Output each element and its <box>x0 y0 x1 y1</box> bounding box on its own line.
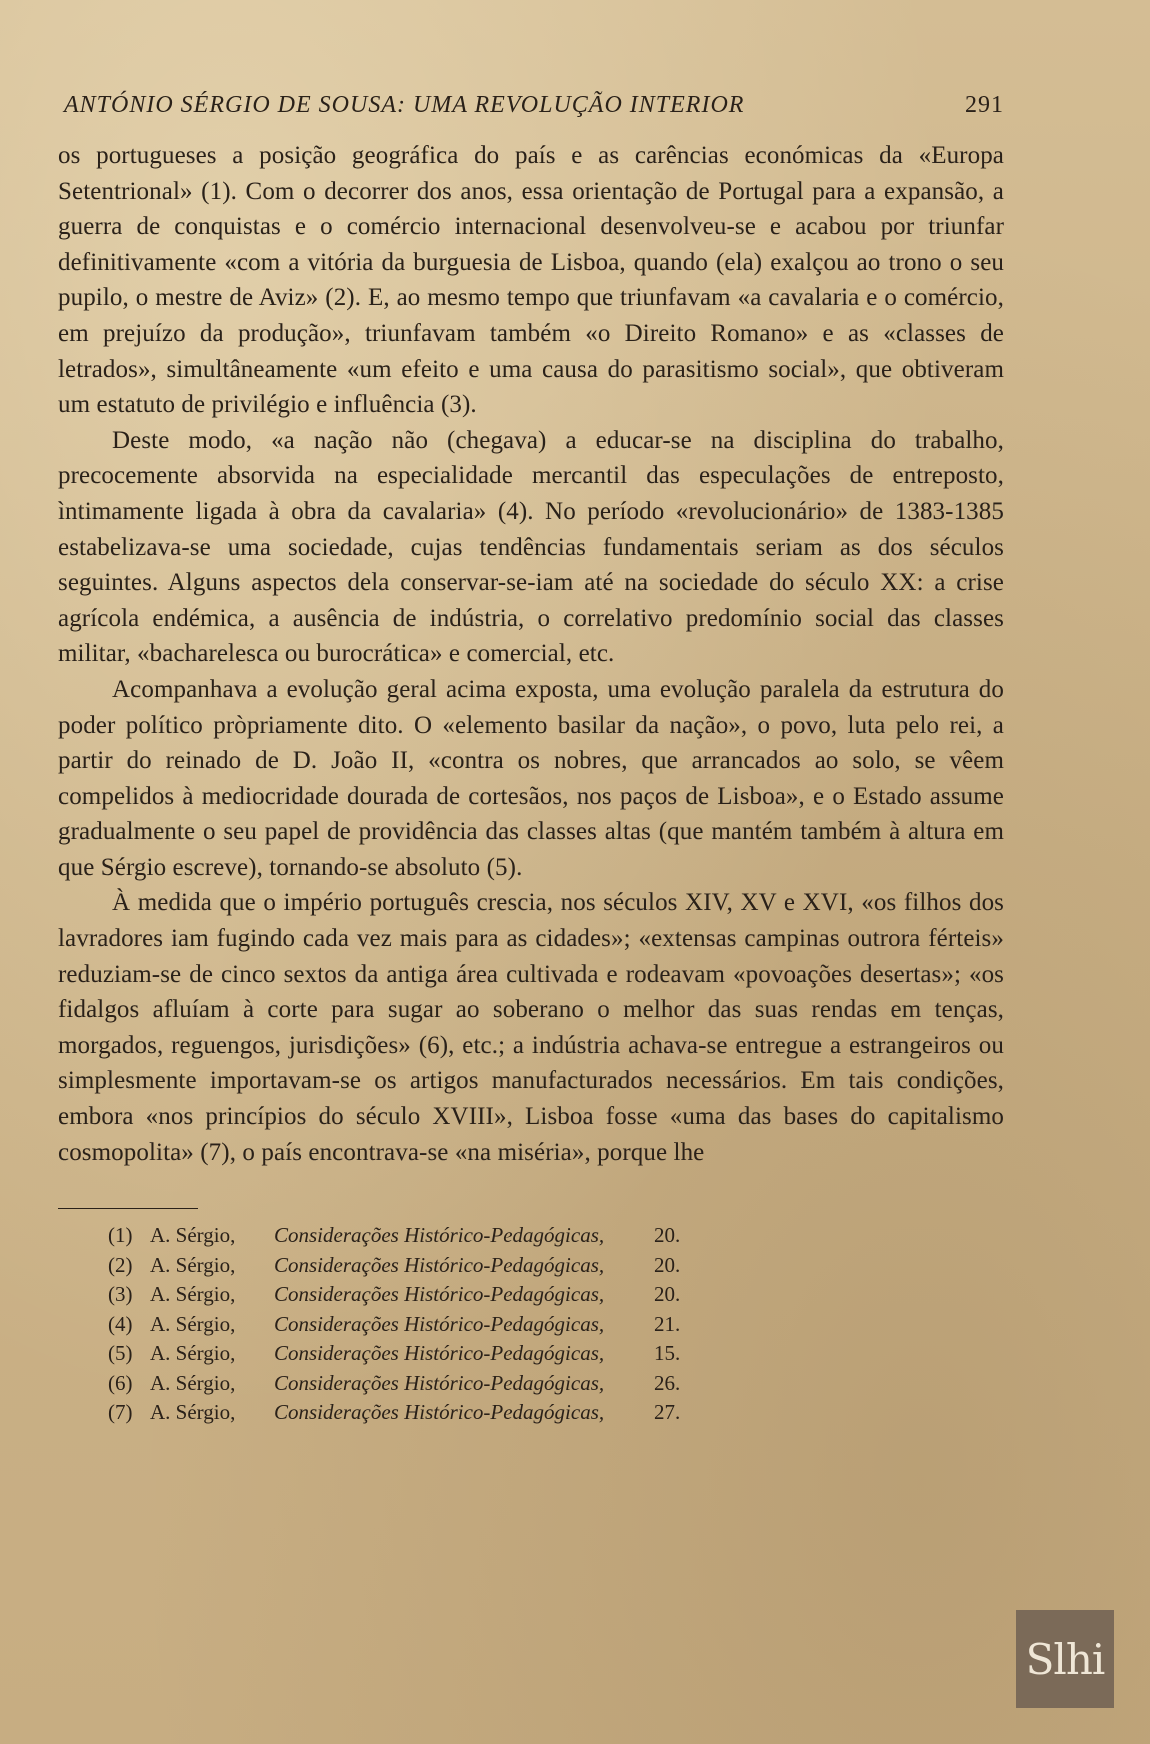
footnote <box>108 1310 1004 1340</box>
footnote-title: Considerações Histórico-Pedagógicas, <box>274 1341 605 1366</box>
footnote <box>108 1339 1004 1369</box>
footnote-title: Considerações Histórico-Pedagógicas, <box>274 1400 605 1425</box>
footnote-page: 27. <box>654 1400 681 1425</box>
footnote-divider <box>58 1208 198 1209</box>
footnote-page: 26. <box>654 1370 681 1395</box>
page-number: 291 <box>965 92 1004 118</box>
footnote-author: A. Sérgio, <box>150 1370 236 1395</box>
paragraph: os portugueses a posição geográfica do país e as carências económicas da «Europa Setentrional» (1). Com o decorrer dos anos, essa orientação de Portugal para a expansão, a guerra de conquistas e o comércio internacional desenvolveu-se e acabou por triunfar definitivamente «com a vitória da burguesia de Lisboa, quando (ela) exalçou ao trono o seu pupilo, o mestre de Aviz» (2). E, ao mesmo tempo que triunfavam «a cavalaria e o comércio, em prejuízo da produção», triunfavam também «o Direito Romano» e as «classes de letrados», simultâneamente «um efeito e uma causa do parasitismo social», que obtiveram um estatuto de privilégio e influência (3). <box>58 142 1004 419</box>
footnote <box>108 1369 1004 1399</box>
footnote-author: A. Sérgio, <box>150 1341 236 1366</box>
running-header <box>58 88 1004 128</box>
footnote-author: A. Sérgio, <box>150 1400 236 1425</box>
footnote-title: Considerações Histórico-Pedagógicas, <box>274 1311 605 1336</box>
footnote-title: Considerações Histórico-Pedagógicas, <box>274 1223 605 1248</box>
footnote-author: A. Sérgio, <box>150 1223 236 1248</box>
footnotes <box>58 1221 1004 1428</box>
footnote-author: A. Sérgio, <box>150 1282 236 1307</box>
footnote <box>108 1221 1004 1251</box>
footnote-number: (1) <box>108 1223 133 1248</box>
footnote-page: 20. <box>654 1252 681 1277</box>
footnote <box>108 1280 1004 1310</box>
paragraph: Deste modo, «a nação não (chegava) a educar-se na disciplina do trabalho, precocemente absorvida na especialidade mercantil das especulações de entreposto, ìntimamente ligada à obra da cavalaria» (4). No período «revolucionário» de 1383-1385 estabelizava-se uma sociedade, cujas tendências fundamentais seriam as dos séculos seguintes. Alguns aspectos dela conservar-se-iam até na sociedade do século XX: a crise agrícola endémica, a ausência de indústria, o correlativo predomínio social das classes militar, «bacharelesca ou burocrática» e comercial, etc. <box>58 426 1004 668</box>
footnote <box>108 1251 1004 1281</box>
footnote-number: (2) <box>108 1252 133 1277</box>
paragraph: Acompanhava a evolução geral acima exposta, uma evolução paralela da estrutura do poder político pròpriamente dito. O «elemento basilar da nação», o povo, luta pelo rei, a partir do reinado de D. João II, «contra os nobres, que arrancados ao solo, se vêem compelidos à mediocridade dourada de cortesãos, nos paços de Lisboa», e o Estado assume gradualmente o seu papel de providência das classes altas (que mantém também à altura em que Sérgio escreve), tornando-se absoluto (5). <box>58 675 1004 881</box>
body-text <box>58 138 1004 1170</box>
footnote-author: A. Sérgio, <box>150 1311 236 1336</box>
footnote-title: Considerações Histórico-Pedagógicas, <box>274 1282 605 1307</box>
footnote-page: 20. <box>654 1223 681 1248</box>
footnote-page: 20. <box>654 1282 681 1307</box>
footnote-number: (3) <box>108 1282 133 1307</box>
archive-logo: Slhi <box>1016 1610 1114 1708</box>
paragraph: À medida que o império português crescia, nos séculos XIV, XV e XVI, «os filhos dos lavradores iam fugindo cada vez mais para as cidades»; «extensas campinas outrora férteis» reduziam-se de cinco sextos da antiga área cultivada e rodeavam «povoações desertas»; «os fidalgos afluíam à corte para sugar ao soberano o melhor das suas rendas em tenças, morgados, reguengos, jurisdições» (6), etc.; a indústria achava-se entregue a estrangeiros ou simplesmente importavam-se os artigos manufacturados necessários. Em tais condições, embora «nos princípios do século XVIII», Lisboa fosse «uma das bases do capitalismo cosmopolita» (7), o país encontrava-se «na miséria», porque lhe <box>58 889 1004 1166</box>
page <box>58 88 1004 1428</box>
running-title: ANTÓNIO SÉRGIO DE SOUSA: UMA REVOLUÇÃO INTERIOR <box>64 92 745 118</box>
footnote-number: (4) <box>108 1311 133 1336</box>
footnote-page: 15. <box>654 1341 681 1366</box>
footnote-author: A. Sérgio, <box>150 1252 236 1277</box>
footnote-title: Considerações Histórico-Pedagógicas, <box>274 1252 605 1277</box>
footnote-title: Considerações Histórico-Pedagógicas, <box>274 1370 605 1395</box>
footnote-number: (6) <box>108 1370 133 1395</box>
footnote-number: (7) <box>108 1400 133 1425</box>
footnote-number: (5) <box>108 1341 133 1366</box>
footnote <box>108 1398 1004 1428</box>
footnote-page: 21. <box>654 1311 681 1336</box>
